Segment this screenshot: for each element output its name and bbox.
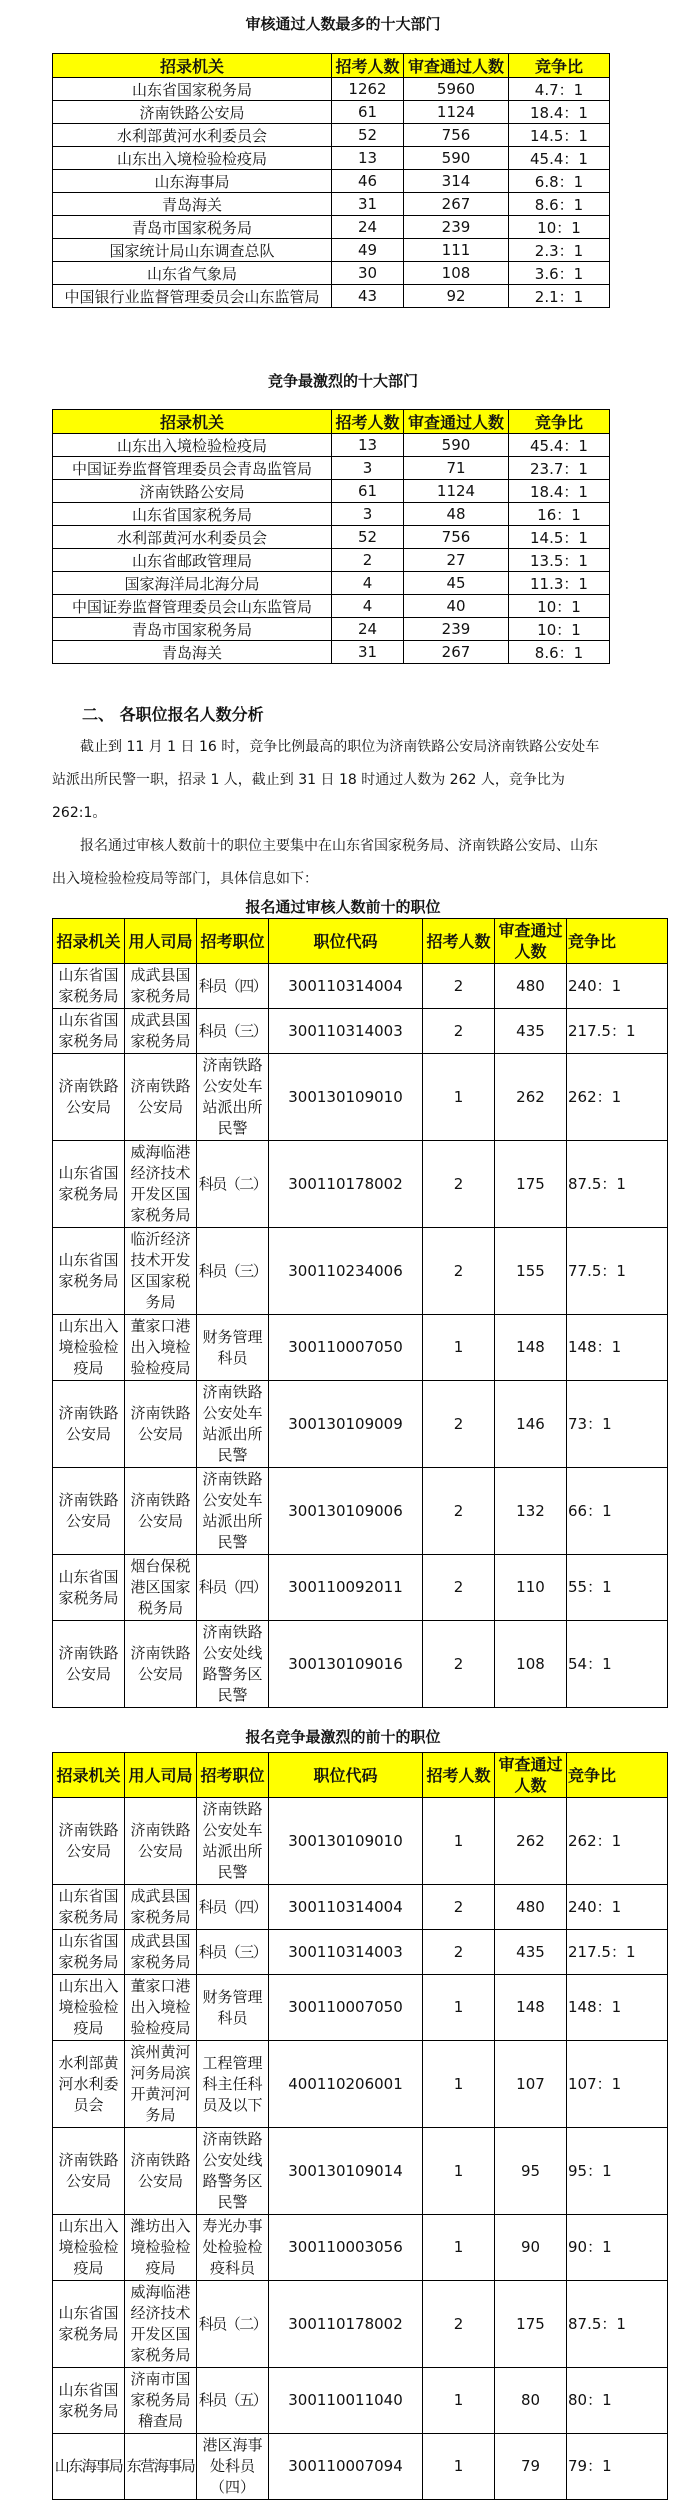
cell-department: 潍坊出入境检验检疫局 [125, 2215, 197, 2281]
cell-department: 东营海事局 [125, 2434, 197, 2500]
cell-ratio: 148：1 [567, 1975, 668, 2041]
cell-ratio: 8.6：1 [509, 193, 610, 216]
cell-recruit-count: 1262 [332, 78, 404, 101]
cell-recruit-count: 2 [423, 1009, 495, 1054]
cell-approved-count: 148 [495, 1975, 567, 2041]
cell-approved-count: 435 [495, 1009, 567, 1054]
header-ratio: 竞争比 [509, 410, 610, 434]
cell-position-code: 300130109010 [269, 1054, 423, 1141]
cell-ratio: 217.5：1 [567, 1009, 668, 1054]
cell-recruit-count: 1 [423, 2041, 495, 2128]
cell-department: 成武县国家税务局 [125, 1009, 197, 1054]
cell-agency: 山东省国家税务局 [53, 78, 332, 101]
cell-ratio: 4.7：1 [509, 78, 610, 101]
cell-ratio: 45.4：1 [509, 147, 610, 170]
cell-agency: 山东省国家税务局 [53, 1885, 125, 1930]
cell-recruit-count: 1 [423, 1798, 495, 1885]
cell-approved-count: 756 [404, 526, 509, 549]
cell-recruit-count: 2 [423, 1141, 495, 1228]
cell-approved-count: 146 [495, 1381, 567, 1468]
table2-title: 竞争最激烈的十大部门 [267, 372, 418, 390]
cell-recruit-count: 2 [423, 2281, 495, 2368]
table-row [53, 480, 610, 503]
cell-recruit-count: 2 [332, 549, 404, 572]
cell-approved-count: 80 [495, 2368, 567, 2434]
cell-recruit-count: 24 [332, 618, 404, 641]
cell-position-code: 300110011040 [269, 2368, 423, 2434]
cell-department: 济南铁路公安局 [125, 1381, 197, 1468]
table-row [53, 1315, 668, 1381]
cell-position: 科员（二） [197, 2281, 269, 2368]
cell-ratio: 23.7：1 [509, 457, 610, 480]
cell-recruit-count: 1 [423, 2128, 495, 2215]
cell-agency: 山东省气象局 [53, 262, 332, 285]
cell-department: 董家口港出入境检验检疫局 [125, 1975, 197, 2041]
cell-ratio: 87.5：1 [567, 1141, 668, 1228]
header-agency: 招录机关 [53, 1753, 125, 1798]
cell-position: 财务管理科员 [197, 1975, 269, 2041]
table-row [53, 2041, 668, 2128]
cell-position-code: 300110234006 [269, 1228, 423, 1315]
cell-approved-count: 110 [495, 1555, 567, 1621]
cell-agency: 中国银行业监督管理委员会山东监管局 [53, 285, 332, 308]
cell-ratio: 73：1 [567, 1381, 668, 1468]
header-ratio: 竞争比 [509, 54, 610, 78]
cell-approved-count: 435 [495, 1930, 567, 1975]
cell-approved-count: 262 [495, 1054, 567, 1141]
cell-recruit-count: 2 [423, 1468, 495, 1555]
cell-recruit-count: 3 [332, 503, 404, 526]
cell-ratio: 107：1 [567, 2041, 668, 2128]
cell-agency: 山东省国家税务局 [53, 964, 125, 1009]
cell-position: 科员（四） [197, 1885, 269, 1930]
cell-approved-count: 45 [404, 572, 509, 595]
cell-recruit-count: 1 [423, 1975, 495, 2041]
cell-position: 济南铁路公安处线路警务区民警 [197, 1621, 269, 1708]
cell-agency: 山东省邮政管理局 [53, 549, 332, 572]
cell-position-code: 300110314004 [269, 1885, 423, 1930]
table-row [53, 1555, 668, 1621]
cell-agency: 济南铁路公安局 [53, 2128, 125, 2215]
cell-agency: 青岛市国家税务局 [53, 618, 332, 641]
cell-ratio: 2.1：1 [509, 285, 610, 308]
header-approved-count: 审查通过人数 [495, 1753, 567, 1798]
cell-department: 济南铁路公安局 [125, 1468, 197, 1555]
cell-ratio: 18.4：1 [509, 480, 610, 503]
table-row [53, 572, 610, 595]
cell-agency: 中国证券监督管理委员会山东监管局 [53, 595, 332, 618]
cell-agency: 山东出入境检验检疫局 [53, 434, 332, 457]
cell-position: 科员（四） [197, 964, 269, 1009]
cell-department: 济南铁路公安局 [125, 1621, 197, 1708]
table-row [53, 239, 610, 262]
most-competitive-departments-table [52, 409, 610, 664]
cell-position: 济南铁路公安处线路警务区民警 [197, 2128, 269, 2215]
cell-recruit-count: 1 [423, 2368, 495, 2434]
cell-ratio: 54：1 [567, 1621, 668, 1708]
table-row [53, 147, 610, 170]
header-agency: 招录机关 [53, 410, 332, 434]
header-approved-count: 审查通过人数 [495, 919, 567, 964]
cell-department: 济南市国家税务局稽查局 [125, 2368, 197, 2434]
cell-position-code: 300110007050 [269, 1315, 423, 1381]
cell-approved-count: 108 [404, 262, 509, 285]
header-position-code: 职位代码 [269, 1753, 423, 1798]
cell-agency: 山东省国家税务局 [53, 503, 332, 526]
cell-approved-count: 262 [495, 1798, 567, 1885]
cell-approved-count: 90 [495, 2215, 567, 2281]
cell-position: 科员（二） [197, 1141, 269, 1228]
cell-recruit-count: 52 [332, 124, 404, 147]
cell-department: 济南铁路公安局 [125, 1798, 197, 1885]
top-departments-by-approved-table [52, 53, 610, 308]
cell-recruit-count: 1 [423, 2434, 495, 2500]
cell-recruit-count: 2 [423, 1621, 495, 1708]
cell-approved-count: 480 [495, 1885, 567, 1930]
cell-approved-count: 480 [495, 964, 567, 1009]
table1-title: 审核通过人数最多的十大部门 [245, 15, 441, 33]
cell-ratio: 6.8：1 [509, 170, 610, 193]
cell-ratio: 10：1 [509, 618, 610, 641]
cell-ratio: 240：1 [567, 964, 668, 1009]
header-recruit-count: 招考人数 [423, 919, 495, 964]
table-row [53, 193, 610, 216]
top-positions-by-approved-table [52, 918, 668, 1708]
cell-position-code: 300130109014 [269, 2128, 423, 2215]
cell-position-code: 300110314003 [269, 1009, 423, 1054]
paragraph-highest-ratio: 截止到 11 月 1 日 16 时，竞争比例最高的职位为济南铁路公安局济南铁路公安处车站派出所民警一职，招录 1 人，截止到 31 日 18 时通过人数为 262 人，竞争比为 262:1。 [52, 739, 600, 821]
header-row [53, 1753, 668, 1798]
cell-department: 成武县国家税务局 [125, 1930, 197, 1975]
header-row [53, 54, 610, 78]
most-competitive-positions-table [52, 1752, 668, 2500]
table-row [53, 2215, 668, 2281]
cell-approved-count: 27 [404, 549, 509, 572]
table-row [53, 1381, 668, 1468]
cell-position-code: 300110007050 [269, 1975, 423, 2041]
cell-recruit-count: 1 [423, 2215, 495, 2281]
cell-recruit-count: 61 [332, 480, 404, 503]
cell-position-code: 300110178002 [269, 1141, 423, 1228]
cell-ratio: 11.3：1 [509, 572, 610, 595]
cell-recruit-count: 13 [332, 434, 404, 457]
cell-ratio: 77.5：1 [567, 1228, 668, 1315]
cell-department: 烟台保税港区国家税务局 [125, 1555, 197, 1621]
header-ratio: 竞争比 [567, 919, 668, 964]
cell-recruit-count: 2 [423, 1555, 495, 1621]
cell-recruit-count: 1 [423, 1054, 495, 1141]
cell-ratio: 45.4：1 [509, 434, 610, 457]
header-agency: 招录机关 [53, 54, 332, 78]
cell-position-code: 300110092011 [269, 1555, 423, 1621]
header-row [53, 410, 610, 434]
cell-agency: 青岛海关 [53, 641, 332, 664]
table-row [53, 124, 610, 147]
table-row [53, 1930, 668, 1975]
table-row [53, 285, 610, 308]
cell-approved-count: 590 [404, 147, 509, 170]
table-row [53, 457, 610, 480]
cell-recruit-count: 46 [332, 170, 404, 193]
cell-approved-count: 71 [404, 457, 509, 480]
cell-recruit-count: 4 [332, 595, 404, 618]
table-row [53, 78, 610, 101]
cell-department: 威海临港经济技术开发区国家税务局 [125, 2281, 197, 2368]
cell-agency: 山东省国家税务局 [53, 2281, 125, 2368]
cell-recruit-count: 61 [332, 101, 404, 124]
table-row [53, 2128, 668, 2215]
cell-ratio: 79：1 [567, 2434, 668, 2500]
cell-recruit-count: 4 [332, 572, 404, 595]
cell-department: 董家口港出入境检验检疫局 [125, 1315, 197, 1381]
cell-ratio: 148：1 [567, 1315, 668, 1381]
table-row [53, 1468, 668, 1555]
cell-recruit-count: 1 [423, 1315, 495, 1381]
cell-ratio: 90：1 [567, 2215, 668, 2281]
cell-agency: 济南铁路公安局 [53, 1798, 125, 1885]
cell-agency: 济南铁路公安局 [53, 1468, 125, 1555]
cell-agency: 国家统计局山东调查总队 [53, 239, 332, 262]
table-row [53, 595, 610, 618]
cell-agency: 济南铁路公安局 [53, 1054, 125, 1141]
cell-agency: 青岛市国家税务局 [53, 216, 332, 239]
cell-ratio: 8.6：1 [509, 641, 610, 664]
cell-ratio: 3.6：1 [509, 262, 610, 285]
header-approved-count: 审查通过人数 [404, 410, 509, 434]
cell-approved-count: 111 [404, 239, 509, 262]
cell-ratio: 95：1 [567, 2128, 668, 2215]
cell-approved-count: 148 [495, 1315, 567, 1381]
table-row [53, 262, 610, 285]
cell-position: 工程管理科主任科员及以下 [197, 2041, 269, 2128]
cell-agency: 青岛海关 [53, 193, 332, 216]
cell-recruit-count: 2 [423, 1885, 495, 1930]
cell-approved-count: 95 [495, 2128, 567, 2215]
cell-approved-count: 314 [404, 170, 509, 193]
cell-position: 济南铁路公安处车站派出所民警 [197, 1468, 269, 1555]
cell-recruit-count: 2 [423, 1228, 495, 1315]
cell-recruit-count: 24 [332, 216, 404, 239]
cell-approved-count: 1124 [404, 101, 509, 124]
cell-recruit-count: 31 [332, 193, 404, 216]
cell-ratio: 10：1 [509, 216, 610, 239]
cell-recruit-count: 49 [332, 239, 404, 262]
cell-position-code: 400110206001 [269, 2041, 423, 2128]
cell-recruit-count: 2 [423, 964, 495, 1009]
cell-position: 科员（五） [197, 2368, 269, 2434]
cell-position: 科员（三） [197, 1228, 269, 1315]
cell-approved-count: 590 [404, 434, 509, 457]
cell-ratio: 262：1 [567, 1054, 668, 1141]
cell-agency: 山东省国家税务局 [53, 1228, 125, 1315]
header-ratio: 竞争比 [567, 1753, 668, 1798]
table-row [53, 170, 610, 193]
cell-agency: 济南铁路公安局 [53, 101, 332, 124]
header-recruit-count: 招考人数 [423, 1753, 495, 1798]
cell-recruit-count: 30 [332, 262, 404, 285]
table4-title: 报名竞争最激烈的前十的职位 [245, 1728, 441, 1746]
cell-department: 济南铁路公安局 [125, 2128, 197, 2215]
cell-department: 成武县国家税务局 [125, 1885, 197, 1930]
cell-position-code: 300130109010 [269, 1798, 423, 1885]
header-position: 招考职位 [197, 919, 269, 964]
header-department: 用人司局 [125, 1753, 197, 1798]
table-row [53, 1141, 668, 1228]
table-row [53, 1621, 668, 1708]
cell-agency: 山东海事局 [53, 2434, 125, 2500]
section-heading: 二、 各职位报名人数分析 [82, 705, 264, 724]
table-row [53, 216, 610, 239]
cell-position: 科员（四） [197, 1555, 269, 1621]
cell-approved-count: 40 [404, 595, 509, 618]
cell-position-code: 300130109016 [269, 1621, 423, 1708]
cell-recruit-count: 52 [332, 526, 404, 549]
cell-approved-count: 239 [404, 618, 509, 641]
cell-department: 成武县国家税务局 [125, 964, 197, 1009]
cell-position-code: 300110178002 [269, 2281, 423, 2368]
cell-approved-count: 79 [495, 2434, 567, 2500]
cell-agency: 山东省国家税务局 [53, 1930, 125, 1975]
table-row [53, 618, 610, 641]
cell-recruit-count: 2 [423, 1381, 495, 1468]
cell-agency: 山东省国家税务局 [53, 1555, 125, 1621]
cell-agency: 济南铁路公安局 [53, 1381, 125, 1468]
cell-position: 济南铁路公安处车站派出所民警 [197, 1381, 269, 1468]
table-row [53, 641, 610, 664]
cell-position: 科员（三） [197, 1930, 269, 1975]
cell-approved-count: 107 [495, 2041, 567, 2128]
cell-position: 寿光办事处检验检疫科员 [197, 2215, 269, 2281]
cell-position: 济南铁路公安处车站派出所民警 [197, 1054, 269, 1141]
cell-agency: 山东省国家税务局 [53, 2368, 125, 2434]
cell-ratio: 10：1 [509, 595, 610, 618]
cell-agency: 山东省国家税务局 [53, 1141, 125, 1228]
cell-approved-count: 175 [495, 1141, 567, 1228]
table-row [53, 1054, 668, 1141]
cell-ratio: 14.5：1 [509, 526, 610, 549]
cell-position: 港区海事处科员（四） [197, 2434, 269, 2500]
cell-position-code: 300110003056 [269, 2215, 423, 2281]
table-row [53, 1975, 668, 2041]
header-recruit-count: 招考人数 [332, 54, 404, 78]
cell-ratio: 262：1 [567, 1798, 668, 1885]
cell-position-code: 300110314004 [269, 964, 423, 1009]
table-row [53, 101, 610, 124]
cell-position-code: 300110007094 [269, 2434, 423, 2500]
cell-department: 临沂经济技术开发区国家税务局 [125, 1228, 197, 1315]
cell-approved-count: 48 [404, 503, 509, 526]
cell-agency: 国家海洋局北海分局 [53, 572, 332, 595]
cell-position-code: 300110314003 [269, 1930, 423, 1975]
table-row [53, 2368, 668, 2434]
cell-ratio: 66：1 [567, 1468, 668, 1555]
header-approved-count: 审查通过人数 [404, 54, 509, 78]
table-row [53, 2434, 668, 2500]
cell-recruit-count: 43 [332, 285, 404, 308]
cell-department: 威海临港经济技术开发区国家税务局 [125, 1141, 197, 1228]
cell-recruit-count: 13 [332, 147, 404, 170]
cell-ratio: 16：1 [509, 503, 610, 526]
cell-position: 财务管理科员 [197, 1315, 269, 1381]
cell-position: 科员（三） [197, 1009, 269, 1054]
header-department: 用人司局 [125, 919, 197, 964]
header-agency: 招录机关 [53, 919, 125, 964]
paragraph-top-positions: 报名通过审核人数前十的职位主要集中在山东省国家税务局、济南铁路公安局、山东出入境检验检疫局等部门，具体信息如下： [52, 838, 598, 887]
cell-agency: 山东海事局 [53, 170, 332, 193]
cell-agency: 水利部黄河水利委员会 [53, 124, 332, 147]
cell-ratio: 240：1 [567, 1885, 668, 1930]
header-row [53, 919, 668, 964]
cell-agency: 济南铁路公安局 [53, 480, 332, 503]
cell-ratio: 14.5：1 [509, 124, 610, 147]
cell-department: 济南铁路公安局 [125, 1054, 197, 1141]
cell-approved-count: 175 [495, 2281, 567, 2368]
cell-recruit-count: 2 [423, 1930, 495, 1975]
cell-agency: 山东出入境检验检疫局 [53, 1315, 125, 1381]
table-row [53, 1798, 668, 1885]
cell-approved-count: 239 [404, 216, 509, 239]
cell-approved-count: 92 [404, 285, 509, 308]
cell-agency: 济南铁路公安局 [53, 1621, 125, 1708]
table-row [53, 503, 610, 526]
cell-ratio: 217.5：1 [567, 1930, 668, 1975]
table3-title: 报名通过审核人数前十的职位 [245, 898, 441, 916]
cell-approved-count: 1124 [404, 480, 509, 503]
cell-agency: 水利部黄河水利委员会 [53, 2041, 125, 2128]
header-position: 招考职位 [197, 1753, 269, 1798]
cell-position: 济南铁路公安处车站派出所民警 [197, 1798, 269, 1885]
cell-approved-count: 155 [495, 1228, 567, 1315]
table-row [53, 526, 610, 549]
cell-department: 滨州黄河河务局滨开黄河河务局 [125, 2041, 197, 2128]
cell-approved-count: 132 [495, 1468, 567, 1555]
cell-approved-count: 108 [495, 1621, 567, 1708]
cell-ratio: 18.4：1 [509, 101, 610, 124]
cell-ratio: 2.3：1 [509, 239, 610, 262]
table-row [53, 1009, 668, 1054]
table-row [53, 2281, 668, 2368]
header-recruit-count: 招考人数 [332, 410, 404, 434]
cell-approved-count: 5960 [404, 78, 509, 101]
cell-agency: 中国证券监督管理委员会青岛监管局 [53, 457, 332, 480]
cell-approved-count: 756 [404, 124, 509, 147]
cell-agency: 山东出入境检验检疫局 [53, 1975, 125, 2041]
table-row [53, 434, 610, 457]
cell-ratio: 80：1 [567, 2368, 668, 2434]
header-position-code: 职位代码 [269, 919, 423, 964]
cell-agency: 山东省国家税务局 [53, 1009, 125, 1054]
cell-ratio: 87.5：1 [567, 2281, 668, 2368]
cell-agency: 山东出入境检验检疫局 [53, 2215, 125, 2281]
cell-recruit-count: 31 [332, 641, 404, 664]
table-row [53, 964, 668, 1009]
cell-recruit-count: 3 [332, 457, 404, 480]
cell-agency: 山东出入境检验检疫局 [53, 147, 332, 170]
cell-approved-count: 267 [404, 193, 509, 216]
table-row [53, 549, 610, 572]
table-row [53, 1228, 668, 1315]
cell-agency: 水利部黄河水利委员会 [53, 526, 332, 549]
cell-position-code: 300130109006 [269, 1468, 423, 1555]
cell-ratio: 55：1 [567, 1555, 668, 1621]
cell-approved-count: 267 [404, 641, 509, 664]
cell-ratio: 13.5：1 [509, 549, 610, 572]
cell-position-code: 300130109009 [269, 1381, 423, 1468]
table-row [53, 1885, 668, 1930]
